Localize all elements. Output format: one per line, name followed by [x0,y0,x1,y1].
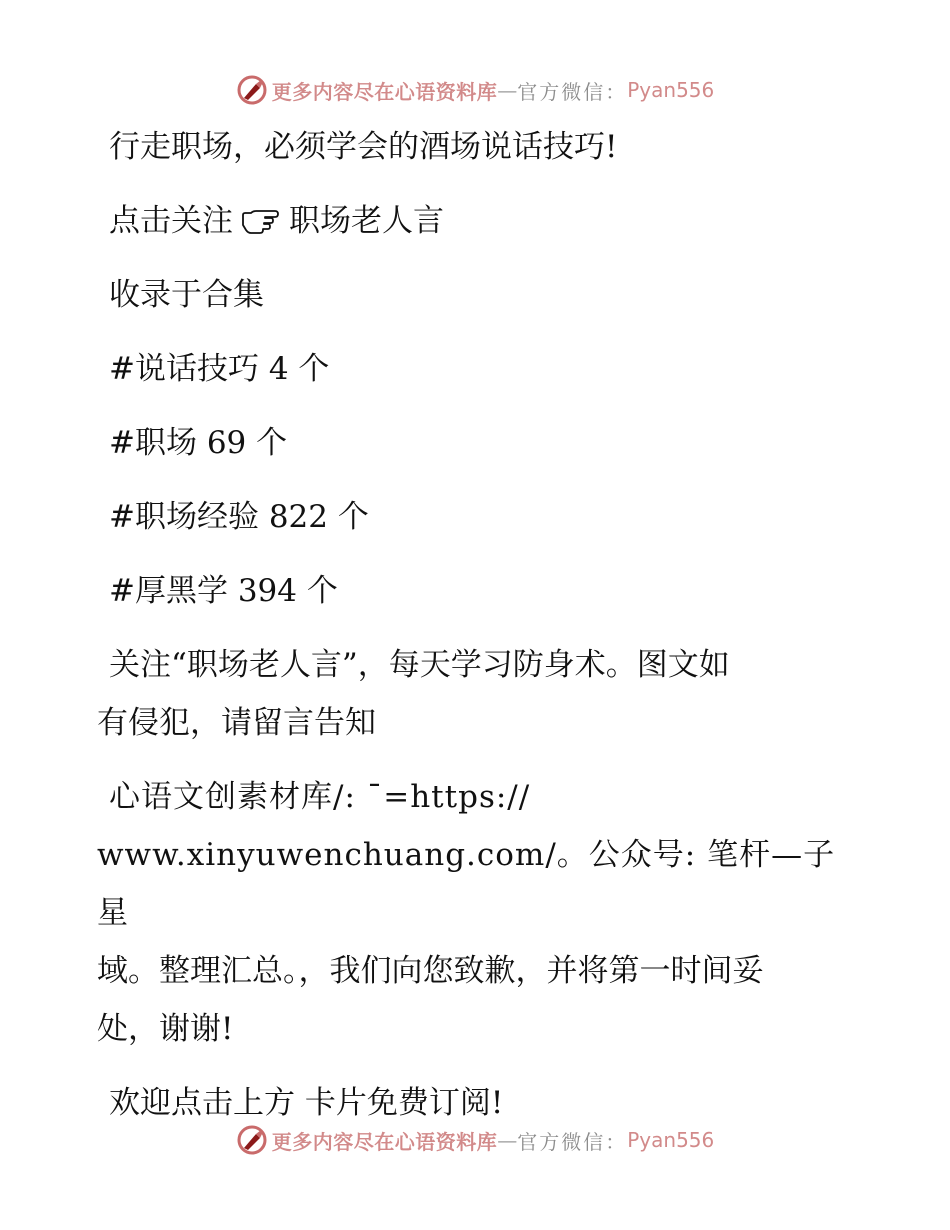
watermark-separator: — [497,1128,518,1152]
source-paragraph [97,768,857,1058]
tag-item[interactable]: #职场 69 个 [109,425,288,461]
watermark-brand-text: 更多内容尽在心语资料库 [271,79,498,104]
closing-line: 欢迎点击上方 卡片免费订阅! [109,1085,504,1121]
article-body [97,118,857,1148]
source-line: 心语文创素材库/: ¯=https:// [109,779,531,815]
source-line: 域。整理汇总。，我们向您致歉，并将第一时间妥 [97,953,764,989]
notice-line: 关注“职场老人言”，每天学习防身术。图文如 [109,647,730,683]
watermark-label: 官方微信： [517,79,628,104]
follow-line [97,192,857,250]
header-watermark [0,70,950,110]
watermark-brand-text: 更多内容尽在心语资料库 [271,1129,498,1154]
source-line: www.xinyuwenchuang.com/。公众号: 笔杆—子星 [97,837,836,931]
source-line: 处，谢谢! [97,1011,234,1047]
pen-nib-logo-icon [236,1124,268,1156]
pointing-hand-icon [241,209,281,235]
watermark-wechat-id: Pyan556 [627,1128,715,1152]
notice-line: 有侵犯，请留言告知 [97,705,376,741]
watermark-wechat-id: Pyan556 [627,78,715,102]
follow-account-link[interactable]: 职场老人言 [289,203,444,239]
tag-item[interactable]: #说话技巧 4 个 [109,351,330,387]
watermark-separator: — [497,78,518,102]
pen-nib-logo-icon [236,74,268,106]
tag-item[interactable]: #职场经验 822 个 [109,499,369,535]
footer-watermark [0,1120,950,1160]
follow-prefix: 点击关注 [109,203,233,239]
watermark-label: 官方微信： [517,1129,628,1154]
collection-label: 收录于合集 [109,277,264,313]
article-title: 行走职场，必须学会的酒场说话技巧! [109,129,618,165]
tag-item[interactable]: #厚黑学 394 个 [109,573,338,609]
notice-paragraph [97,636,857,752]
